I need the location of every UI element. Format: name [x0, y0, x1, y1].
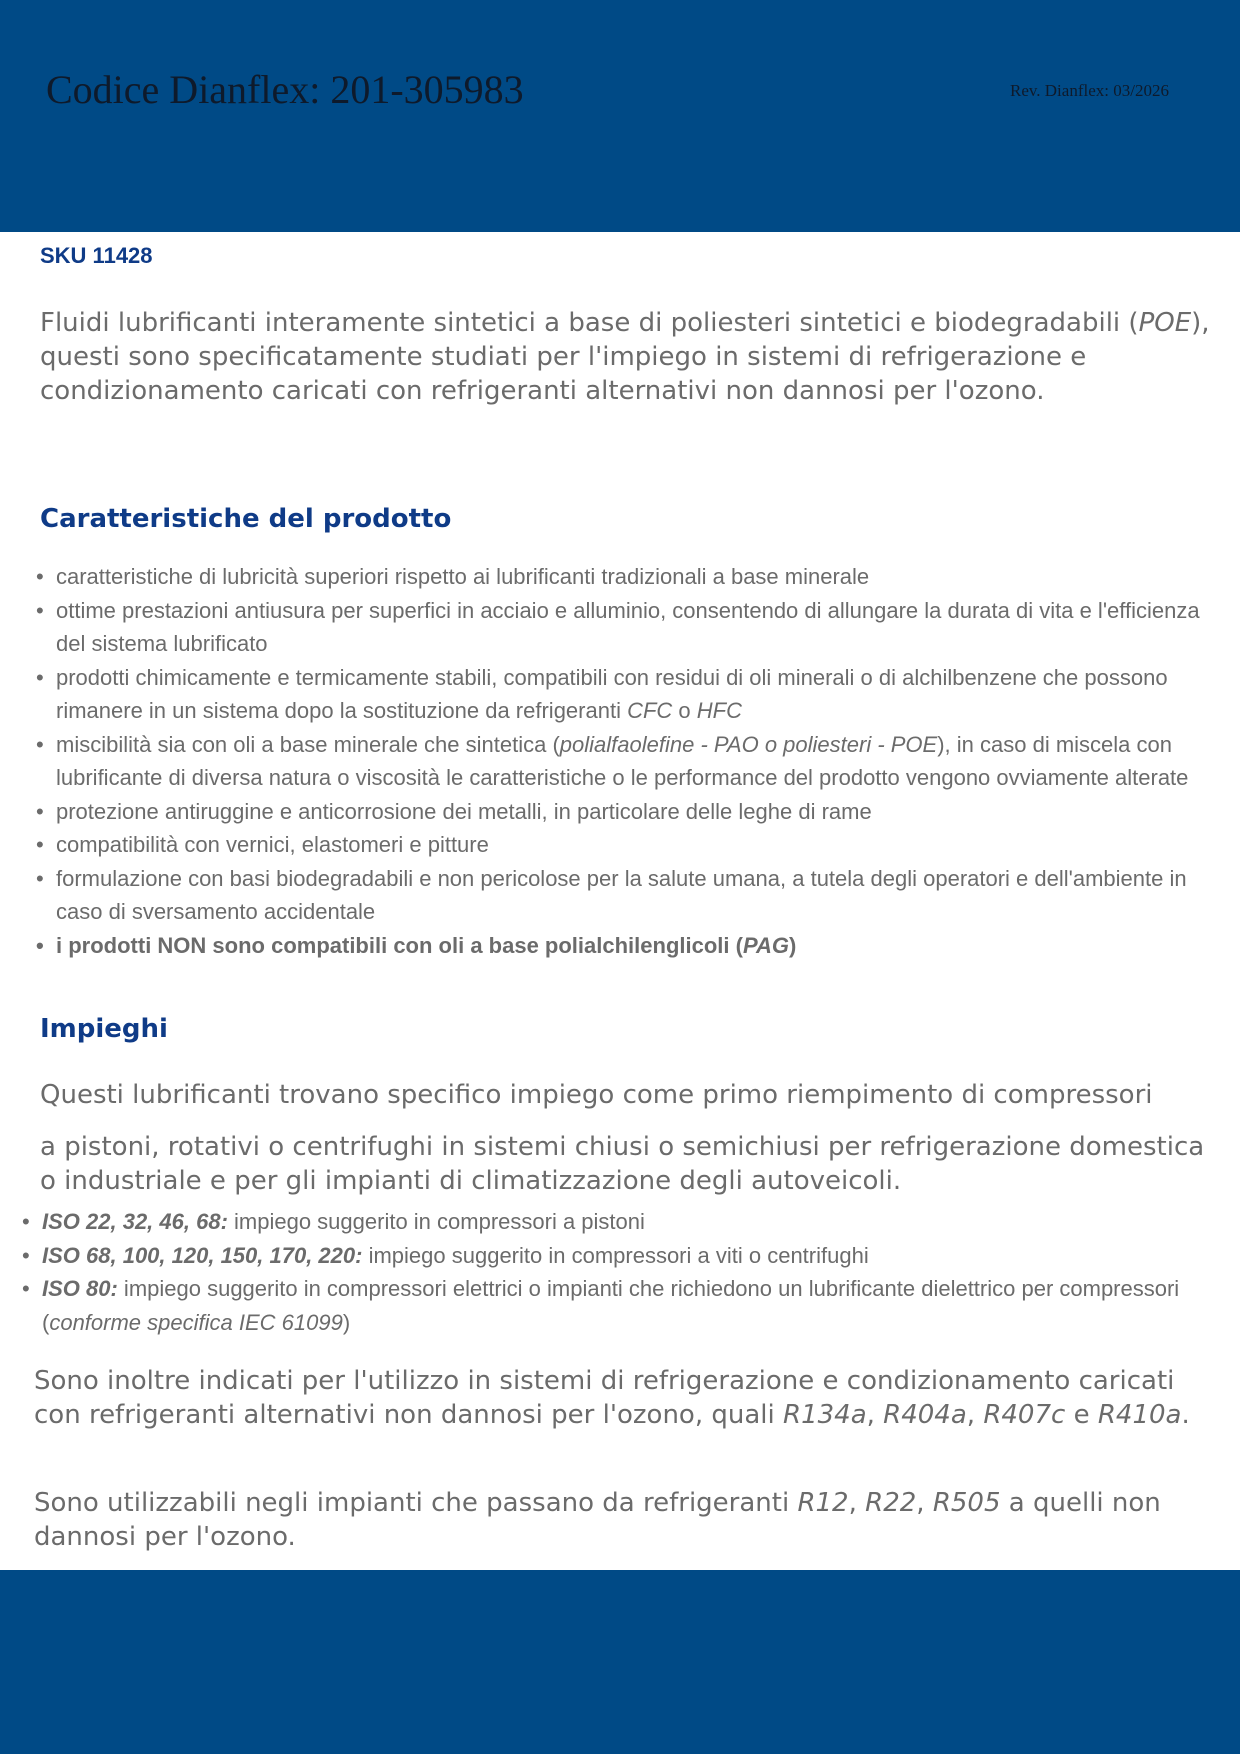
uses-title: Impieghi	[40, 1014, 168, 1044]
sku-label: SKU 11428	[40, 243, 153, 268]
list-item: • ISO 22, 32, 46, 68: impiego suggerito in compressori a pistoni	[42, 1205, 1192, 1239]
product-code: Codice Dianflex: 201-305983	[46, 67, 524, 112]
list-item: • ISO 80: impiego suggerito in compressori elettrici o impianti che richiedono un lubrificante dielettrico per compressori (conforme specifica IEC 61099)	[42, 1272, 1192, 1339]
list-item: • caratteristiche di lubricità superiori rispetto ai lubrificanti tradizionali a base minerale	[56, 560, 1206, 594]
features-list	[56, 560, 1206, 962]
list-item: • protezione antiruggine e anticorrosione dei metalli, in particolare delle leghe di rame	[56, 795, 1206, 829]
features-title: Caratteristiche del prodotto	[40, 504, 452, 534]
list-item: • prodotti chimicamente e termicamente stabili, compatibili con residui di oli minerali o di alchilbenzene che possono rimanere in un sistema dopo la sostituzione da refrigeranti CFC o HFC	[56, 661, 1206, 728]
header-band	[0, 0, 1240, 232]
iso-grades-list	[42, 1205, 1192, 1339]
list-item: • formulazione con basi biodegradabili e non pericolose per la salute umana, a tutela degli operatori e dell'ambiente in caso di sversamento accidentale	[56, 862, 1206, 929]
footer-band	[0, 1570, 1240, 1754]
intro-paragraph: Fluidi lubrificanti interamente sintetici a base di poliesteri sintetici e biodegradabili (POE), questi sono specificatamente studiati per l'impiego in sistemi di refrigerazione e condizionamento caricati con refrigeranti alternativi non dannosi per l'ozono.	[40, 308, 1210, 406]
refrigerants-paragraph: Sono inoltre indicati per l'utilizzo in sistemi di refrigerazione e condizionamento caricati con refrigeranti alternativi non dannosi per l'ozono, quali R134a, R404a, R407c e R410a.	[34, 1366, 1190, 1430]
retrofit-paragraph: Sono utilizzabili negli impianti che passano da refrigeranti R12, R22, R505 a quelli non dannosi per l'ozono.	[34, 1488, 1161, 1552]
list-item: • compatibilità con vernici, elastomeri e pitture	[56, 828, 1206, 862]
uses-paragraph-line1: Questi lubrificanti trovano specifico impiego come primo riempimento di compressori	[40, 1080, 1153, 1110]
list-item: • ISO 68, 100, 120, 150, 170, 220: impiego suggerito in compressori a viti o centrifughi	[42, 1239, 1192, 1273]
list-item: • ottime prestazioni antiusura per superfici in acciaio e alluminio, consentendo di allungare la durata di vita e l'efficienza del sistema lubrificato	[56, 594, 1206, 661]
revision-date: Rev. Dianflex: 03/2026	[1010, 81, 1169, 100]
list-item: • i prodotti NON sono compatibili con oli a base polialchilenglicoli (PAG)	[56, 929, 1206, 963]
uses-paragraph-line2: a pistoni, rotativi o centrifughi in sistemi chiusi o semichiusi per refrigerazione domestica o industriale e per gli impianti di climatizzazione degli autoveicoli.	[40, 1132, 1205, 1196]
list-item: • miscibilità sia con oli a base minerale che sintetica (polialfaolefine - PAO o poliesteri - POE), in caso di miscela con lubrificante di diversa natura o viscosità le caratteristiche o le performance del prodotto vengono ovviamente alterate	[56, 728, 1206, 795]
